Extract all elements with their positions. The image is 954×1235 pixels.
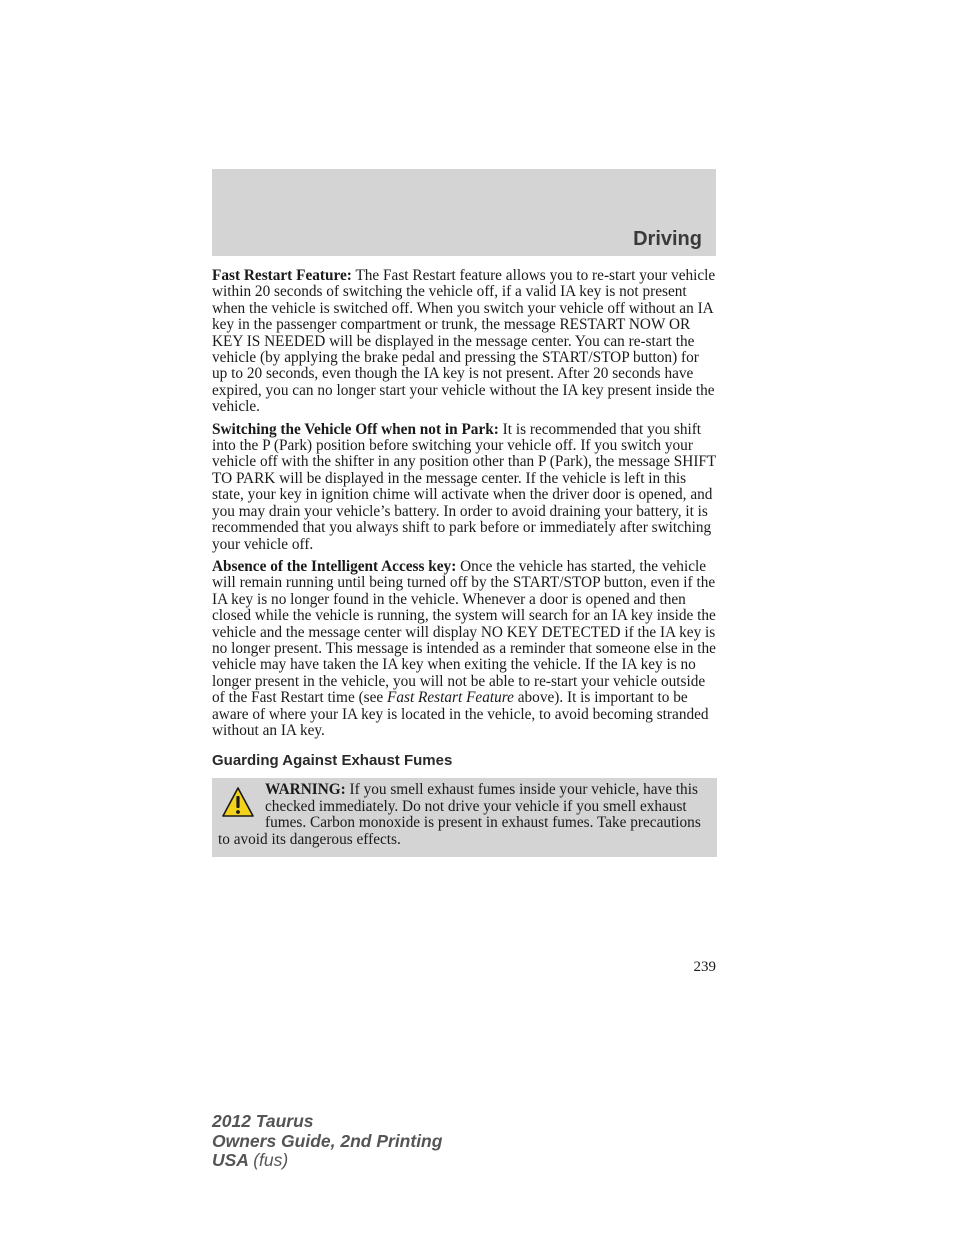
paragraph-lead: Absence of the Intelligent Access key:: [212, 557, 457, 575]
page-content: [212, 268, 717, 857]
footer-model: 2012 Taurus: [212, 1111, 314, 1131]
footer-region-code: (fus): [253, 1150, 289, 1170]
paragraph-switching-off: [212, 422, 717, 553]
document-footer: [212, 1112, 442, 1171]
section-heading: Guarding Against Exhaust Fumes: [212, 752, 453, 770]
warning-triangle-icon: [221, 786, 255, 820]
warning-box: [212, 778, 717, 857]
warning-text-block: [218, 782, 711, 848]
footer-edition: Owners Guide, 2nd Printing: [212, 1130, 443, 1151]
page-number: 239: [693, 959, 716, 975]
warning-text: If you smell exhaust fumes inside your vehicle, have this checked immediately. Do not drive your vehicle if you smell exhaust fumes. Carbon monoxide is present in exhaust fumes. Take precautions to avoid its dangerous effects.: [218, 781, 701, 848]
footer-region: [212, 1151, 442, 1171]
chapter-header-band: [212, 169, 716, 256]
paragraph-lead: Fast Restart Feature:: [212, 267, 352, 284]
cross-reference: Fast Restart Feature: [387, 689, 514, 707]
warning-label: WARNING:: [265, 781, 346, 799]
paragraph-text: The Fast Restart feature allows you to re-start your vehicle within 20 seconds of switching the vehicle off, if a valid IA key is not present when the vehicle is switched off. When you switch your vehicle off without an IA key in the passenger compartment or trunk, the message RESTART NOW OR KEY IS NEEDED will be displayed in the message center. You can re-start the vehicle (by applying the brake pedal and pressing the START/STOP button) for up to 20 seconds, even though the IA key is not present. After 20 seconds have expired, you can no longer start your vehicle without the IA key present inside the vehicle.: [212, 267, 716, 416]
footer-region-name: USA: [212, 1150, 249, 1170]
paragraph-absence-ia-key: [212, 559, 717, 739]
paragraph-text: It is recommended that you shift into the P (Park) position before switching your vehicle off. If you switch your vehicle off with the shifter in any position other than P (Park), the message SHIFT TO PARK will be displayed in the message center. If the vehicle is left in this state, your key in ignition chime will activate when the driver door is opened, and you may drain your vehicle’s battery. In order to avoid draining your battery, it is recommended that you always shift to park before or immediately after switching your vehicle off.: [212, 420, 716, 553]
chapter-title: Driving: [633, 228, 702, 250]
paragraph-fast-restart: [212, 268, 717, 416]
paragraph-lead: Switching the Vehicle Off when not in Park:: [212, 420, 499, 438]
paragraph-text: Once the vehicle has started, the vehicle will remain running until being turned off by the START/STOP button, even if the IA key is no longer found in the vehicle. Whenever a door is opened and then closed while the vehicle is running, the system will search for an IA key inside the vehicle and the message center will display NO KEY DETECTED if the IA key is no longer present. This message is intended as a reminder that someone else in the vehicle may have taken the IA key when exiting the vehicle. If the IA key is no longer present in the vehicle, you will not be able to re-start your vehicle outside of the Fast Restart time (see: [212, 557, 716, 707]
paragraph-text: above). It is important to be aware of where your IA key is located in the vehicle, to avoid becoming stranded without an IA key.: [212, 689, 709, 739]
